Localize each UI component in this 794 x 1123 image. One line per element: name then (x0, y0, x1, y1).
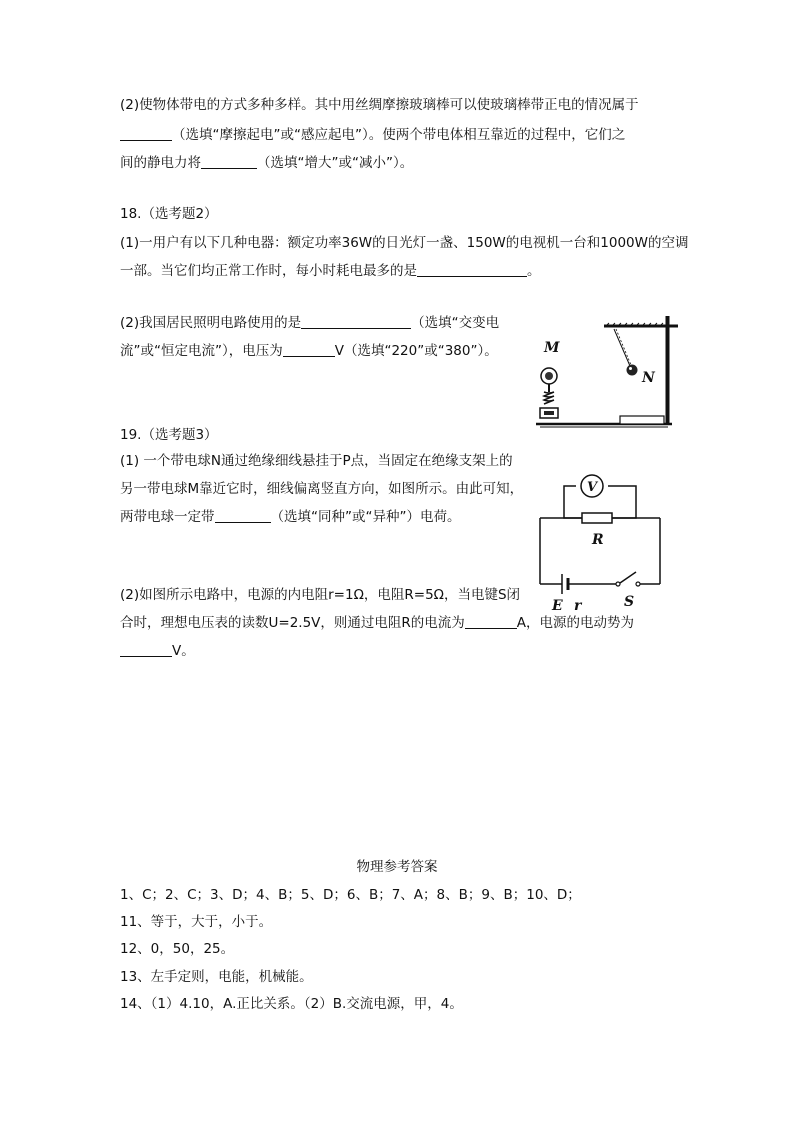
q18-2-line1: (2)我国居民照明电路使用的是 （选填“交变电 (120, 315, 500, 331)
answer-1-10: 1、C；2、C；3、D；4、B；5、D；6、B；7、A；8、B；9、B；10、D； (120, 887, 581, 903)
answer-blank[interactable] (120, 642, 172, 657)
answer-blank[interactable] (301, 314, 411, 329)
q18-title: 18.（选考题2） (120, 206, 218, 222)
answer-blank[interactable] (120, 126, 172, 141)
answer-blank[interactable] (465, 614, 517, 629)
q17-2-line3: 间的静电力将 （选填“增大”或“减小”）。 (120, 155, 414, 171)
q19-1-line3: 两带电球一定带 （选填“同种”或“异种”）电荷。 (120, 509, 461, 525)
internal-resistance-label: r (574, 598, 582, 614)
q19-2-line3: V。 (120, 642, 195, 660)
q19-1-line2: 另一带电球M靠近它时，细线偏离竖直方向，如图所示。由此可知， (120, 481, 524, 497)
q17-2-line2: （选填“摩擦起电”或“感应起电”）。使两个带电体相互靠近的过程中，它们之 (120, 126, 625, 144)
q19-title: 19.（选考题3） (120, 427, 218, 443)
answer-14: 14、（1）4.10，A.正比关系。（2）B.交流电源，甲，4。 (120, 996, 463, 1012)
switch-label: S (624, 594, 635, 610)
q18-1-line2: 一部。当它们均正常工作时，每小时耗电最多的是 。 (120, 263, 541, 279)
label-m: M (544, 340, 560, 356)
charged-spheres-figure (532, 312, 684, 430)
label-n: N (642, 370, 655, 386)
q19-2-line1: (2)如图所示电路中，电源的内电阻r=1Ω，电阻R=5Ω，当电键S闭 (120, 587, 521, 603)
answers-title: 物理参考答案 (356, 859, 438, 875)
q19-2-line2: 合时，理想电压表的读数U=2.5V，则通过电阻R的电流为 A，电源的电动势为 (120, 615, 635, 631)
answer-12: 12、0，50，25。 (120, 941, 235, 957)
answer-blank[interactable] (215, 508, 271, 523)
answer-11: 11、等于，大于，小于。 (120, 914, 273, 930)
circuit-figure (536, 468, 664, 614)
answer-blank[interactable] (201, 154, 257, 169)
q18-1-line1: (1)一用户有以下几种电器：额定功率36W的日光灯一盏、150W的电视机一台和1000W的空调 (120, 235, 689, 251)
answer-blank[interactable] (283, 342, 335, 357)
answer-blank[interactable] (417, 262, 527, 277)
q18-2-line2: 流”或“恒定电流”），电压为 V（选填“220”或“380”）。 (120, 343, 498, 359)
answer-13: 13、左手定则，电能，机械能。 (120, 969, 313, 985)
q19-1-line1: (1) 一个带电球N通过绝缘细线悬挂于P点，当固定在绝缘支架上的 (120, 453, 513, 469)
voltmeter-label: V (586, 480, 598, 495)
resistor-label: R (592, 532, 604, 548)
emf-label: E (552, 598, 563, 614)
q17-2-line1: (2)使物体带电的方式多种多样。其中用丝绸摩擦玻璃棒可以使玻璃棒带正电的情况属于 (120, 97, 639, 113)
